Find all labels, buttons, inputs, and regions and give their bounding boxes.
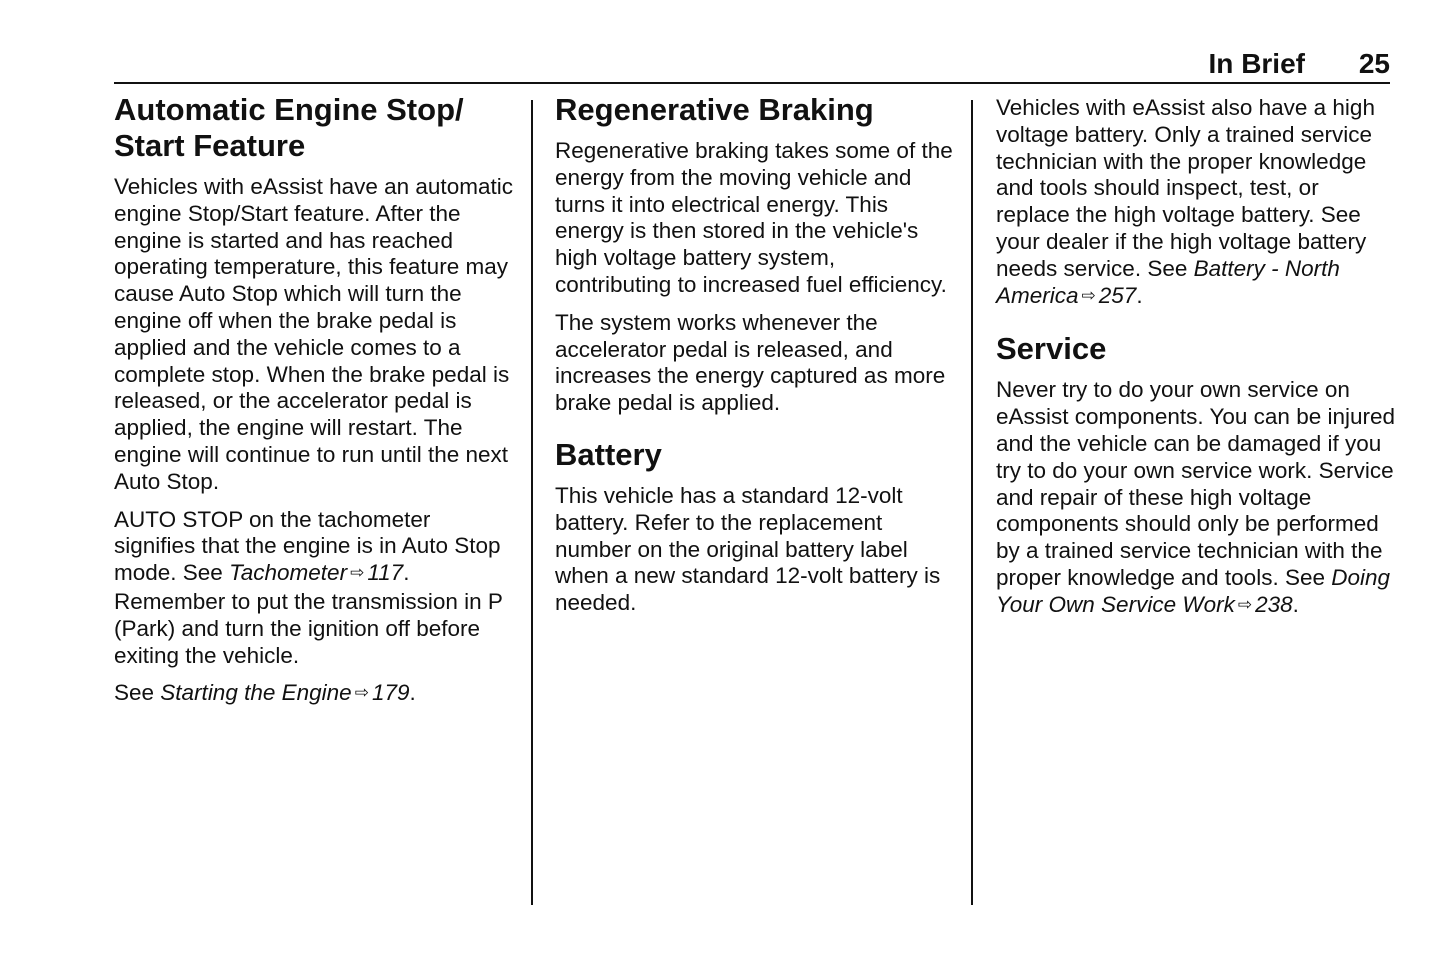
heading-auto-stop-start: Automatic Engine Stop/ Start Feature: [114, 92, 464, 163]
reference-arrow-icon: ⇨: [350, 563, 365, 583]
paragraph: Never try to do your own service on eAssist components. You can be injured and the vehicle can be damaged if you try to do your own service work. Service and repair of these high voltage components should only be performed by a trained service technician with the proper knowledge and tools. See Doing Your Own Service Work ⇨ 238.: [996, 377, 1396, 617]
column-2: [555, 92, 955, 628]
cross-reference-link[interactable]: Battery - North America ⇨ 257: [996, 255, 1340, 308]
column-divider: [971, 100, 973, 905]
paragraph: Vehicles with eAssist also have a high voltage battery. Only a trained service technician with the proper knowledge and tools should inspect, test, or replace the high voltage battery. See your dealer if the high voltage battery needs service. See Battery - North America ⇨ 257.: [996, 95, 1375, 308]
paragraph: This vehicle has a standard 12-volt battery. Refer to the replacement number on the original battery label when a new standard 12-volt battery is needed.: [555, 482, 941, 616]
column-divider: [531, 100, 533, 905]
cross-reference-link[interactable]: Tachometer ⇨ 117: [229, 560, 404, 586]
paragraph: AUTO STOP on the tachometer signifies that the engine is in Auto Stop mode. See Tachometer ⇨ 117. Remember to put the transmission in P (Park) and turn the ignition off before exiting the vehicle.: [114, 506, 503, 668]
heading-battery: Battery: [555, 436, 662, 472]
paragraph: Vehicles with eAssist have an automatic engine Stop/Start feature. After the engine is started and has reached operating temperature, this feature may cause Auto Stop which will turn the engine off when the brake pedal is applied and the vehicle comes to a complete stop. When the brake pedal is released, or the accelerator pedal is applied, the engine will restart. The engine will continue to run until the next Auto Stop.: [114, 174, 513, 494]
paragraph: Regenerative braking takes some of the energy from the moving vehicle and turns it into electrical energy. This energy is then stored in the vehicle's high voltage battery system, contributing to increased fuel efficiency.: [555, 138, 953, 297]
heading-service: Service: [996, 331, 1107, 367]
paragraph: See Starting the Engine ⇨ 179.: [114, 680, 416, 706]
reference-arrow-icon: ⇨: [354, 683, 369, 703]
cross-reference-link[interactable]: Doing Your Own Service Work ⇨ 238: [996, 564, 1391, 617]
reference-arrow-icon: ⇨: [1237, 594, 1253, 614]
reference-arrow-icon: ⇨: [1081, 285, 1096, 305]
page-number: 25: [1358, 48, 1390, 79]
heading-regenerative-braking: Regenerative Braking: [555, 92, 874, 127]
paragraph: The system works whenever the accelerator pedal is released, and increases the energy captured as more brake pedal is applied.: [555, 309, 946, 416]
column-1: [114, 92, 514, 720]
cross-reference-link[interactable]: Starting the Engine ⇨ 179: [160, 680, 410, 706]
column-3: [996, 92, 1396, 632]
page-header: [114, 44, 1390, 84]
section-title: In Brief: [1208, 48, 1305, 79]
